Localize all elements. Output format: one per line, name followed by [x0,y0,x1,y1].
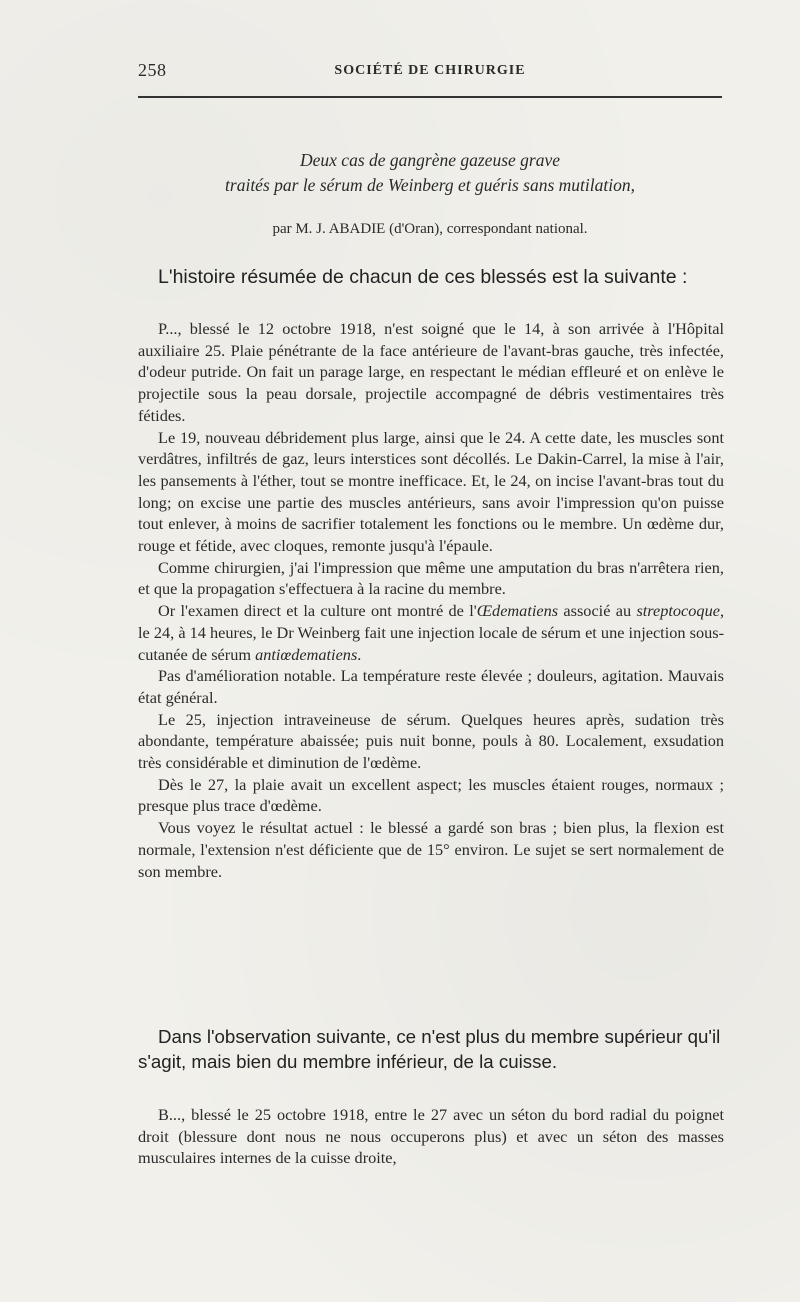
italic-term: streptocoque [636,601,720,621]
paragraph: B..., blessé le 25 octobre 1918, entre le 27 avec un séton du bord radial du poignet droit (blessure dont nous ne nous occuperons plus) et avec un séton des masses musculaires internes de la cuisse droite, [138,1105,724,1168]
page-header [138,60,722,84]
paragraph: Dès le 27, la plaie avait un excellent aspect; les muscles étaient rouges, normaux ; presque plus trace d'œdème. [138,774,724,816]
italic-term: Œdematiens [476,601,559,621]
article-byline: par M. J. ABADIE (d'Oran), correspondant national. [272,221,588,237]
paragraph: Vous voyez le résultat actuel : le blessé a gardé son bras ; bien plus, la flexion est normale, l'extension n'est déficiente que de 15° environ. Le sujet se sert normalement de son membre. [138,818,724,881]
lead-sentence: L'histoire résumée de chacun de ces blessés est la suivante : [158,266,688,288]
paragraph: P..., blessé le 12 octobre 1918, n'est soigné que le 14, à son arrivée à l'Hôpital auxiliaire 25. Plaie pénétrante de la face antérieure de l'avant-bras gauche, très infectée, d'odeur putride. On fait un parage large, en respectant le médian effleuré et on enlève le projectile sous la peau dorsale, projectile accompagné de débris vestimentaires très fétides. [138,319,724,425]
text-run: , le 24, à 14 heures, le Dr Weinberg fait une injection locale de sérum et une injection sous-cutanée de sérum [138,601,725,664]
article-title-line-2: traités par le sérum de Weinberg et guéris sans mutilation, [225,175,635,195]
article-title-line-1: Deux cas de gangrène gazeuse grave [300,150,560,170]
running-title: SOCIÉTÉ DE CHIRURGIE [334,63,526,78]
text-run: Or l'examen direct et la culture ont montré de l' [158,601,477,621]
paragraph [138,600,724,665]
case-2-text [138,1104,724,1169]
paragraph: Dans l'observation suivante, ce n'est plus du membre supérieur qu'il s'agit, mais bien du membre inférieur, de la cuisse. [138,1026,721,1072]
header-rule [138,96,722,98]
paragraph: Le 19, nouveau débridement plus large, ainsi que le 24. A cette date, les muscles sont verdâtres, infiltrés de gaz, leurs interstices sont décollés. Le Dakin-Carrel, la mise à l'air, les pansements à l'éther, tout se montre inefficace. Et, le 24, on incise l'avant-bras tout du long; on excise une partie des muscles antérieurs, sans avoir l'impression qu'on puisse tout enlever, à moins de sacrifier totalement les fonctions ou le membre. Un œdème dur, rouge et fétide, avec cloques, remonte jusqu'à l'épaule. [138,427,724,556]
text-run: . [357,644,362,664]
transition-text [138,1024,724,1074]
paragraph: Pas d'amélioration notable. La température reste élevée ; douleurs, agitation. Mauvais état général. [138,666,724,707]
paragraph: Comme chirurgien, j'ai l'impression que même une amputation du bras n'arrêtera rien, et que la propagation s'effectuera à la racine du membre. [138,557,724,599]
page-number: 258 [138,60,167,80]
text-run: associé au [558,601,637,621]
paragraph: Le 25, injection intraveineuse de sérum. Quelques heures après, sudation très abondante, température abaissée; puis nuit bonne, pouls à 80. Localement, exsudation très considérable et diminution de l'œdème. [138,709,724,773]
case-1-text [138,318,724,882]
italic-term: antiœdematiens [255,644,358,664]
